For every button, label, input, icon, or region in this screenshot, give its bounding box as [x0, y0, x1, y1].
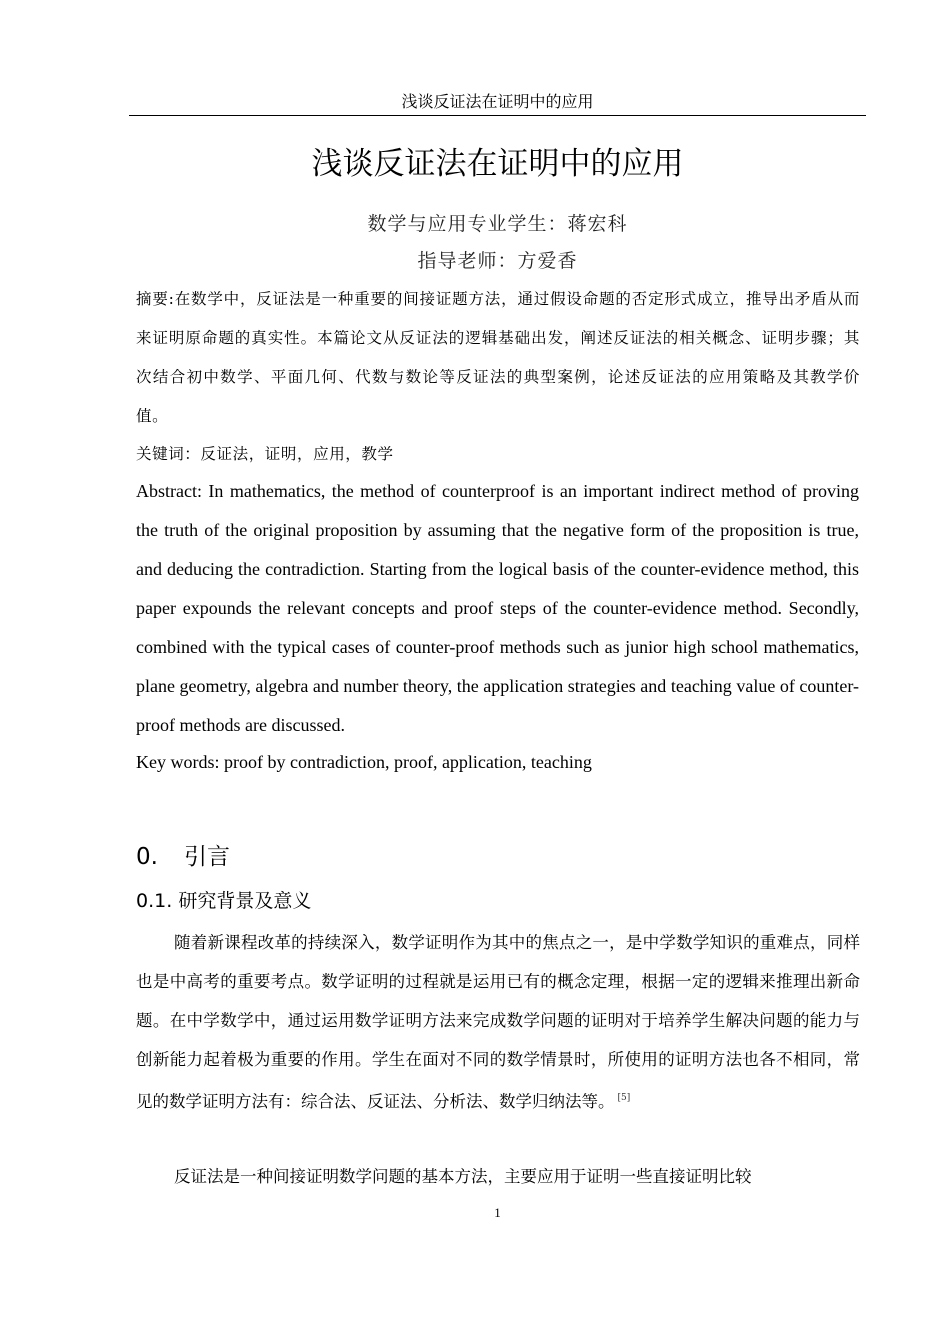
keywords-cn-text: 反证法，证明，应用，教学: [200, 445, 394, 463]
author-line: 数学与应用专业学生：蒋宏科: [367, 213, 628, 235]
keywords-en-text: proof by contradiction, proof, application, teaching: [224, 752, 592, 772]
keywords-en-label: Key words:: [136, 752, 220, 772]
paragraph-1-text: 随着新课程改革的持续深入，数学证明作为其中的焦点之一，是中学数学知识的重难点，同样也是中高考的重要考点。数学证明的过程就是运用已有的概念定理，根据一定的逻辑来推理出新命题。在中学数学中，通过运用数学证明方法来完成数学问题的证明对于培养学生解决问题的能力与创新能力起着极为重要的作用。学生在面对不同的数学情景时，所使用的证明方法也各不相同，常见的数学证明方法有：综合法、反证法、分析法、数学归纳法等。: [136, 933, 860, 1111]
header-rule: [129, 115, 866, 116]
paragraph-2-text: 反证法是一种间接证明数学问题的基本方法，主要应用于证明一些直接证明比较: [174, 1167, 752, 1186]
advisor-line: 指导老师：方爱香: [417, 250, 578, 272]
section-title: 引言: [184, 844, 230, 870]
abstract-en: [136, 472, 859, 745]
paper-title: 浅谈反证法在证明中的应用: [311, 146, 684, 182]
abstract-cn-text: 在数学中，反证法是一种重要的间接证题方法，通过假设命题的否定形式成立，推导出矛盾从而来证明原命题的真实性。本篇论文从反证法的逻辑基础出发，阐述反证法的相关概念、证明步骤；其次结合初中数学、平面几何、代数与数论等反证法的典型案例，论述反证法的应用策略及其教学价值。: [136, 290, 860, 425]
abstract-en-text: In mathematics, the method of counterproof is an important indirect method of proving the truth of the original proposition by assuming that the negative form of the proposition is true, and deducing the contradiction. Starting from the logical basis of the counter-evidence method, this paper expounds the relevant concepts and proof steps of the counter-evidence method. Secondly, combined with the typical cases of counter-proof methods such as junior high school mathematics, plane geometry, algebra and number theory, the application strategies and teaching value of counter-proof methods are discussed.: [136, 481, 859, 735]
page-number: 1: [494, 1205, 501, 1220]
abstract-cn-label: 摘要:: [136, 290, 175, 308]
section-number: 0.: [136, 844, 158, 870]
section-heading: [136, 842, 230, 872]
keywords-cn: [136, 442, 860, 466]
citation-ref[interactable]: [5]: [617, 1093, 631, 1103]
abstract-cn: [136, 280, 860, 436]
keywords-cn-label: 关键词：: [136, 445, 201, 463]
subsection-title: 研究背景及意义: [178, 890, 312, 912]
subsection-heading: [136, 888, 311, 914]
body-paragraph-1: [136, 923, 860, 1121]
running-header: 浅谈反证法在证明中的应用: [401, 92, 594, 111]
subsection-number: 0.1.: [136, 890, 173, 912]
body-paragraph-2: [136, 1157, 860, 1196]
keywords-en: [136, 750, 860, 774]
abstract-en-label: Abstract:: [136, 481, 202, 501]
